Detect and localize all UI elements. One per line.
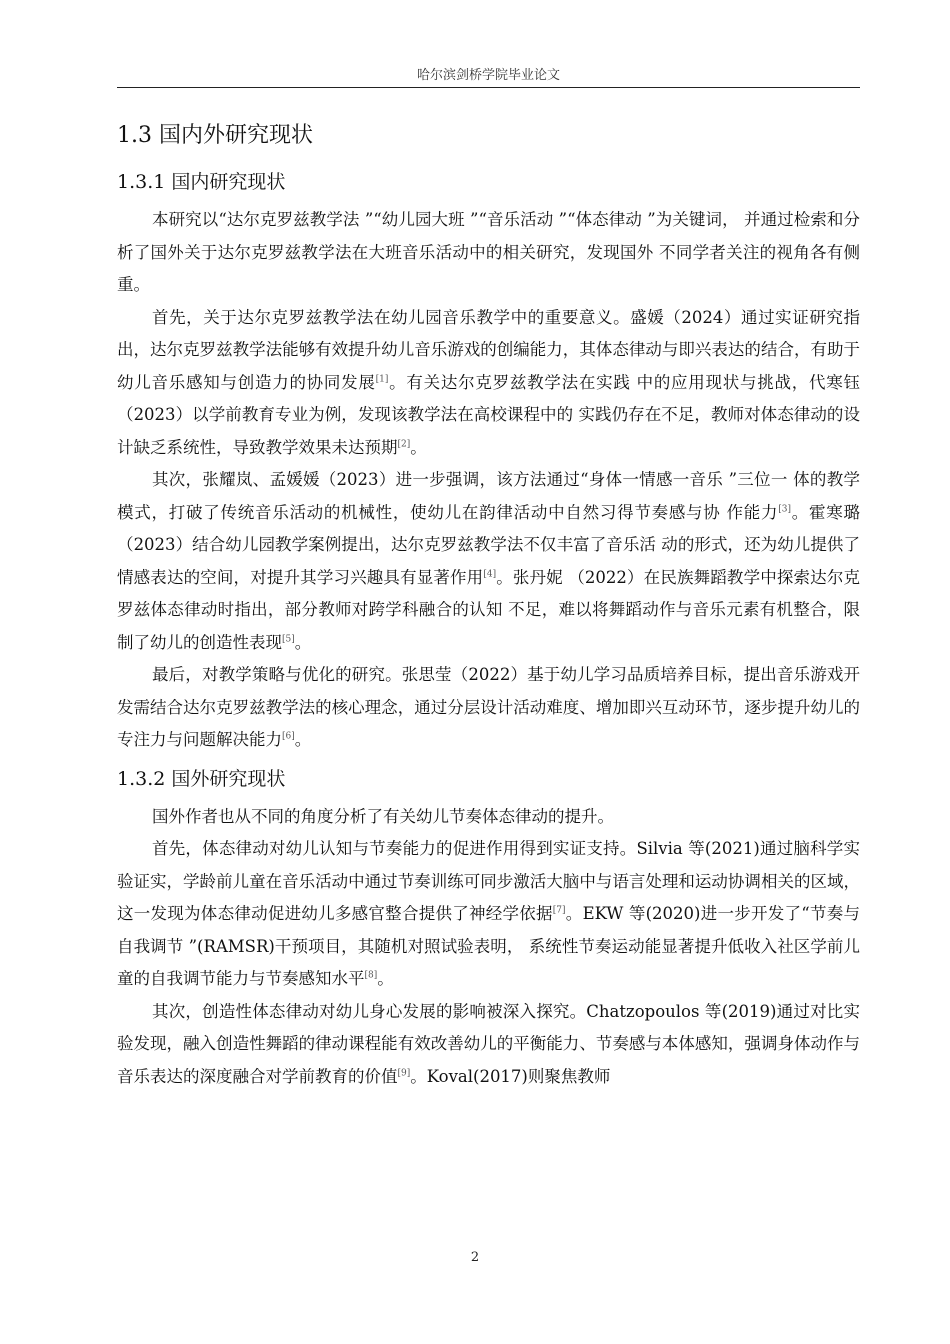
citation-marker: [5]: [282, 634, 295, 644]
paragraph-text: 。: [294, 730, 312, 749]
paragraph-text: 其次，张耀岚、孟媛媛（2023）进一步强调，该方法通过“身体一情感一音乐 ”三位一 体的教学模式，打破了传统音乐活动的机械性，使幼儿在韵律活动中自然习得节奏感与协 作能力: [117, 470, 860, 522]
paragraph-text: 本研究以“达尔克罗兹教学法 ”“幼儿园大班 ”“音乐活动 ”“体态律动 ”为关键词， 并通过检索和分析了国外关于达尔克罗兹教学法在大班音乐活动中的相关研究，发现国外 不同学者关注的视角各有侧重。: [117, 210, 860, 294]
paragraph-text: 。EKW 等(2020)进一步开发了“节奏与自我调节 ”(RAMSR)干预项目，其随机对照试验表明， 系统性节奏运动能显著提升低收入社区学前儿童的自我调节能力与节奏感知水平: [117, 904, 860, 988]
foreign-body: [117, 801, 860, 1094]
body-paragraph: [117, 659, 860, 757]
page-number: 2: [470, 1250, 480, 1265]
running-header: 哈尔滨剑桥学院毕业论文: [416, 68, 560, 83]
paragraph-text: 首先，关于达尔克罗兹教学法在幼儿园音乐教学中的重要意义。盛媛（2024）通过实证研究指出，达尔克罗兹教学法能够有效提升幼儿音乐游戏的创编能力，其体态律动与即兴表达的结合，有助于幼儿音乐感知与创造力的协同发展: [117, 307, 860, 392]
section-heading: 1.3 国内外研究现状: [117, 123, 313, 148]
body-paragraph: [117, 801, 860, 834]
citation-marker: [3]: [778, 504, 792, 514]
paragraph-text: 。霍寒璐（2023）结合幼儿园教学案例提出，达尔克罗兹教学法不仅丰富了音乐活 动的形式，还为幼儿提供了情感表达的空间，对提升其学习兴趣具有显著作用: [117, 502, 861, 587]
body-paragraph: [117, 302, 860, 465]
citation-marker: [8]: [364, 970, 378, 981]
body-paragraph: [117, 833, 860, 996]
header-rule: [117, 87, 860, 88]
citation-marker: [7]: [552, 905, 566, 916]
citation-marker: [1]: [375, 374, 389, 384]
citation-marker: [6]: [282, 731, 295, 742]
page-content: [117, 120, 860, 1093]
paragraph-text: 首先，体态律动对幼儿认知与节奏能力的促进作用得到实证支持。Silvia 等(2021)通过脑科学实验证实，学龄前儿童在音乐活动中通过节奏训练可同步激活大脑中与语言处理和运动协调相关的区域，这一发现为体态律动促进幼儿多感官整合提供了神经学依据: [117, 839, 860, 923]
paragraph-text: 其次，创造性体态律动对幼儿身心发展的影响被深入探究。Chatzopoulos 等(2019)通过对比实验发现，融入创造性舞蹈的律动课程能有效改善幼儿的平衡能力、节奏感与本体感知，强调身体动作与音乐表达的深度融合对学前教育的价值: [117, 1001, 860, 1086]
paragraph-text: 最后，对教学策略与优化的研究。张思莹（2022）基于幼儿学习品质培养目标，提出音乐游戏开发需结合达尔克罗兹教学法的核心理念，通过分层设计活动难度、增加即兴互动环节，逐步提升幼儿的专注力与问题解决能力: [117, 665, 860, 749]
subsection-heading-foreign: 1.3.2 国外研究现状: [117, 767, 286, 790]
citation-marker: [9]: [397, 1068, 411, 1078]
paragraph-text: 。: [294, 632, 312, 652]
paragraph-text: 。张丹妮 （2022）在民族舞蹈教学中探索达尔克罗兹体态律动时指出，部分教师对跨学科融合的认知 不足，难以将舞蹈动作与音乐元素有机整合，限制了幼儿的创造性表现: [117, 567, 860, 652]
subsection-heading-domestic: 1.3.1 国内研究现状: [117, 171, 286, 193]
domestic-body: [117, 204, 860, 757]
paragraph-text: 。Koval(2017)则聚焦教师: [410, 1066, 611, 1086]
paragraph-text: 。: [377, 969, 394, 988]
citation-marker: [4]: [483, 569, 497, 579]
paragraph-text: 。有关达尔克罗兹教学法在实践 中的应用现状与挑战，代寒钰（2023）以学前教育专业为例，发现该教学法在高校课程中的 实践仍存在不足，教师对体态律动的设计缺乏系统性，导致教学效果未达预期: [117, 372, 861, 457]
paragraph-text: 国外作者也从不同的角度分析了有关幼儿节奏体态律动的提升。: [152, 806, 614, 826]
body-paragraph: [117, 204, 860, 302]
body-paragraph: [117, 464, 860, 659]
citation-marker: [2]: [397, 439, 411, 449]
paragraph-text: 。: [410, 437, 427, 457]
body-paragraph: [117, 996, 860, 1094]
